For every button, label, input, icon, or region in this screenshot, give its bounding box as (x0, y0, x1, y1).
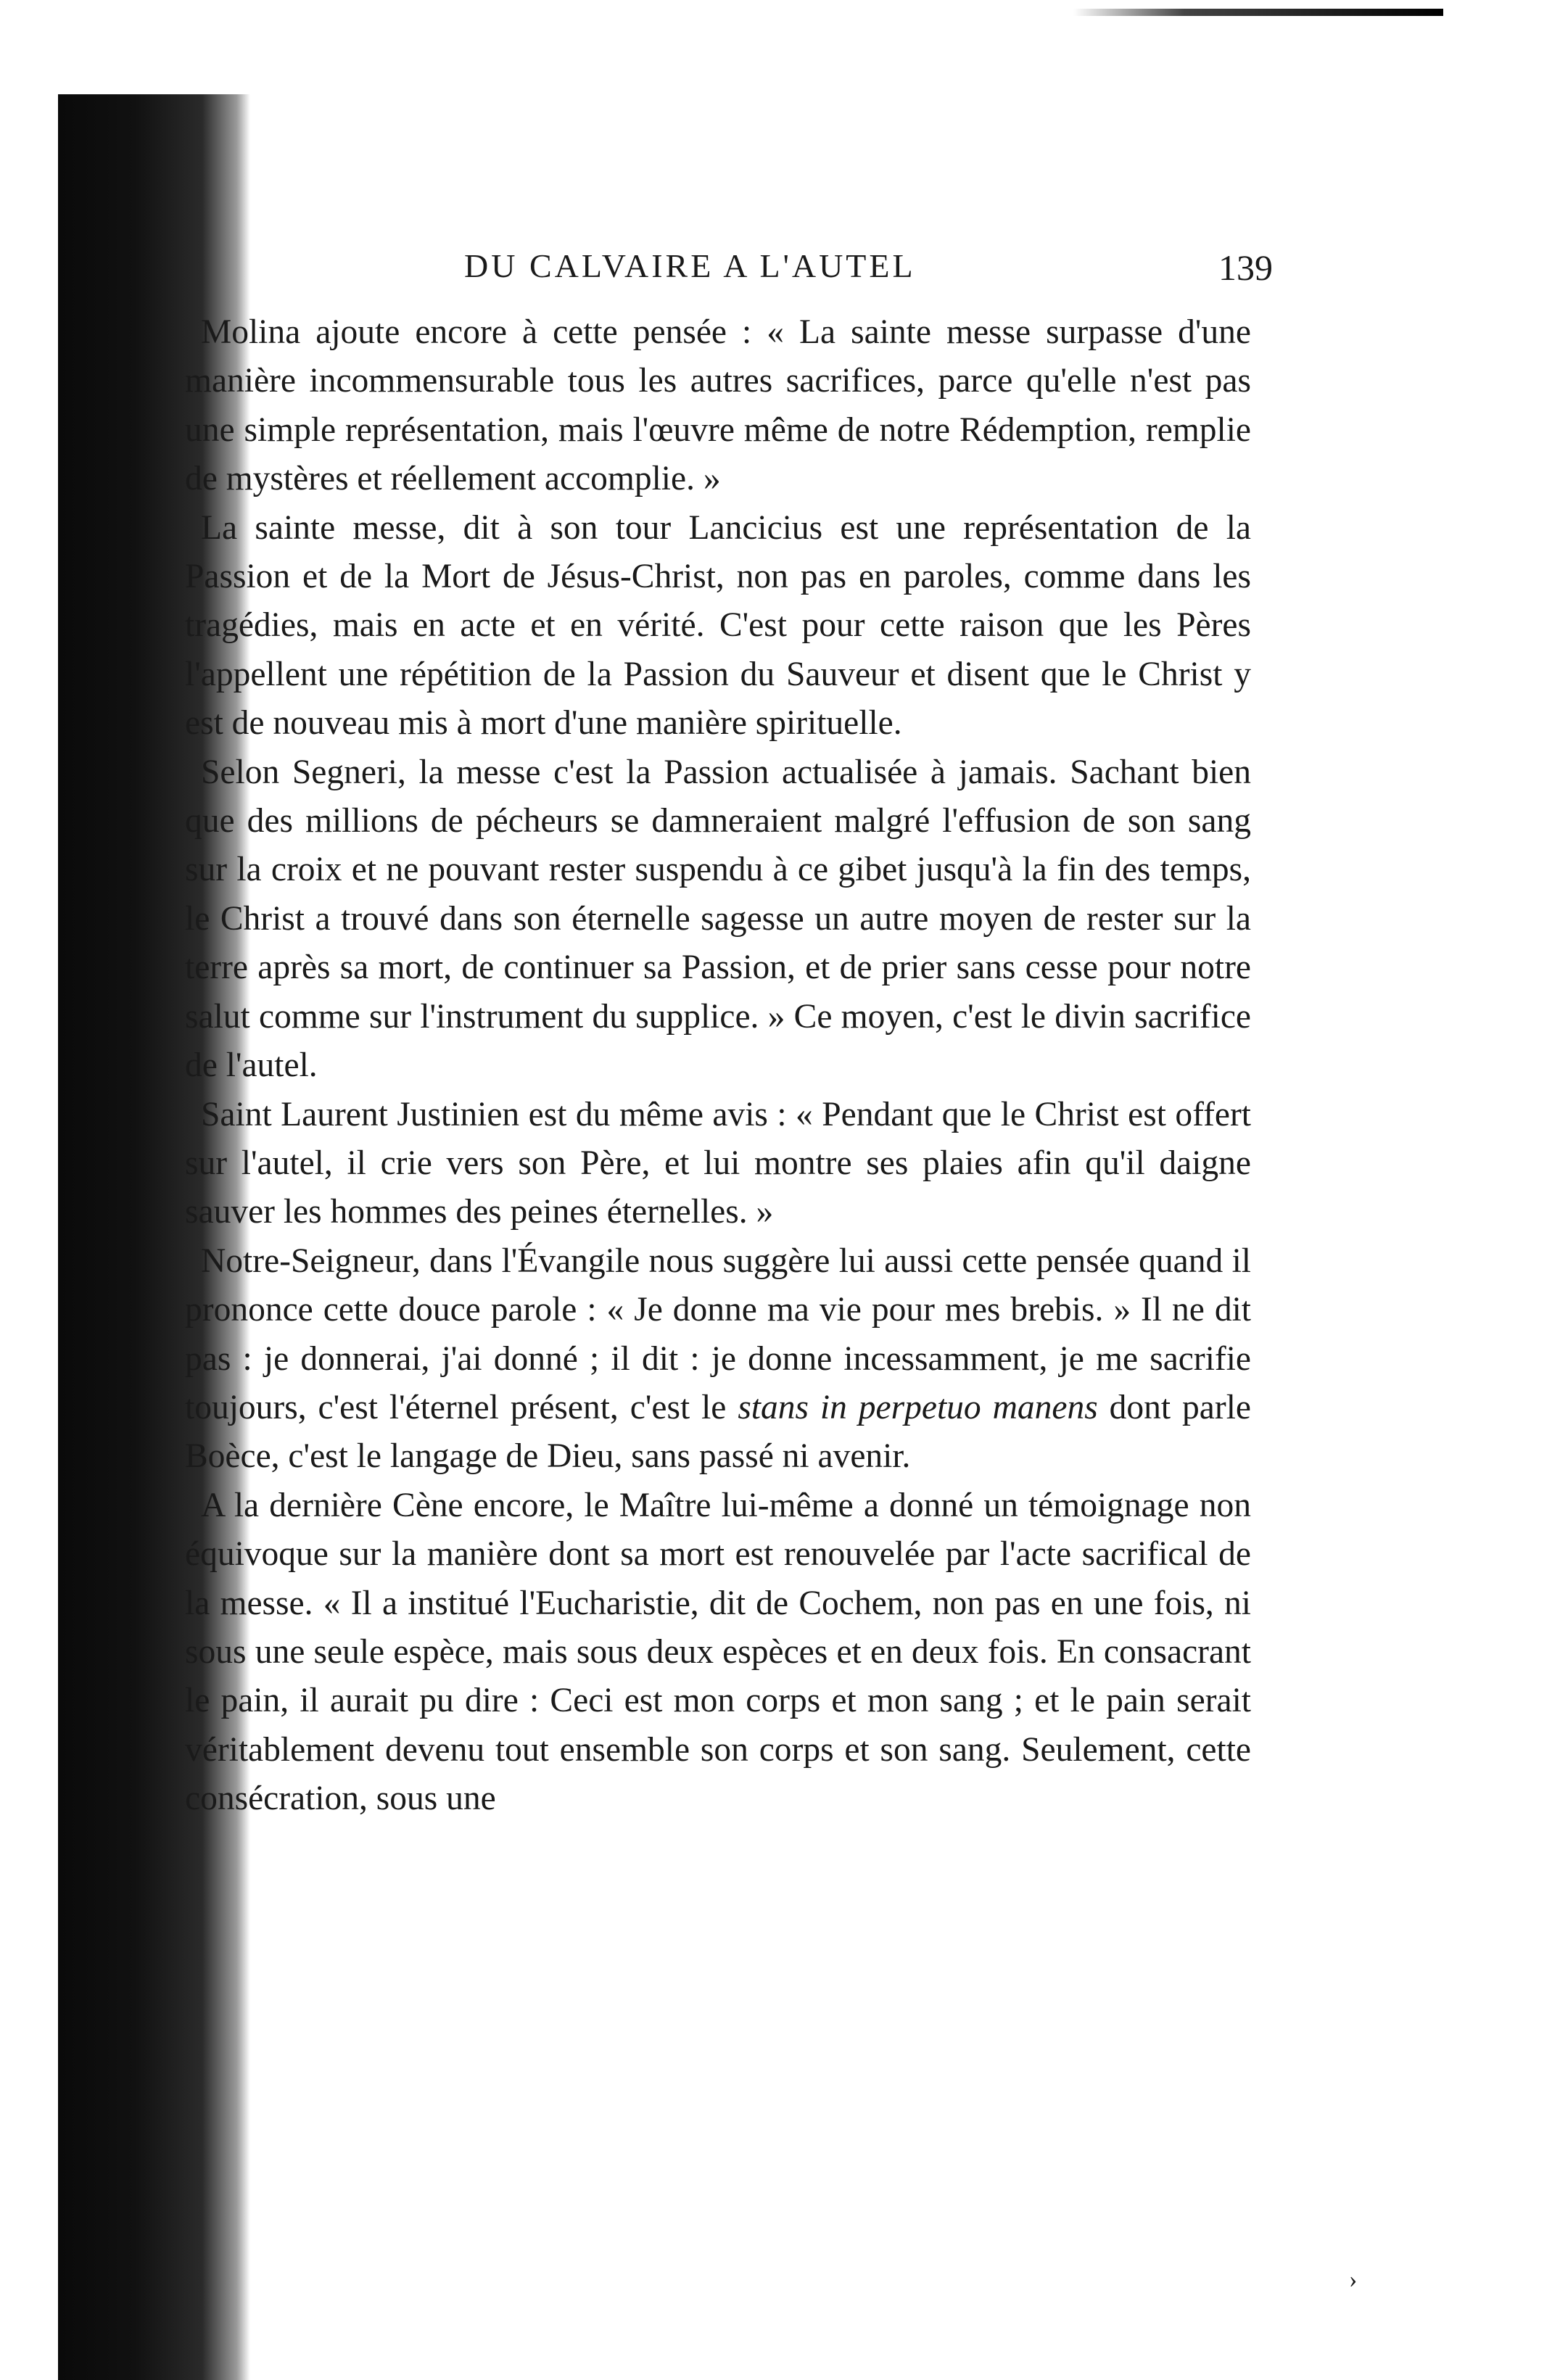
page-number: 139 (1218, 247, 1273, 288)
text-body (185, 308, 1251, 1824)
paragraph-5 (185, 1237, 1251, 1482)
paragraph-3: Selon Segneri, la messe c'est la Passion actualisée à jamais. Sachant bien que des millions de pécheurs se damneraient malgré l'effusion de son sang sur la croix et ne pouvant rester suspendu à ce gibet jusqu'à la fin des temps, le Christ a trouvé dans son éternelle sagesse un autre moyen de rester sur la terre après sa mort, de continuer sa Passion, et de prier sans cesse pour notre salut comme sur l'instrument du supplice. » Ce moyen, c'est le divin sacrifice de l'autel. (185, 753, 1251, 1085)
paragraph-5-text-b: dont parle Boèce, c'est le langage de Dieu, sans passé ni avenir. (185, 1388, 1251, 1476)
paragraph-5-text-a: Notre-Seigneur, dans l'Évangile nous suggère lui aussi cette pensée quand il prononce cette douce parole : « Je donne ma vie pour mes brebis. » Il ne dit pas : je donnerai, j'ai donné ; il dit : je donne incessamment, je me sacrifie toujours, c'est l'éternel présent, c'est le (185, 1241, 1251, 1426)
paragraph-2: La sainte messe, dit à son tour Lancicius est une représentation de la Passion et de la Mort de Jésus-Christ, non pas en paroles, comme dans les tragédies, mais en acte et en vérité. C'est pour cette raison que les Pères l'appellent une répétition de la Passion du Sauveur et disent que le Christ y est de nouveau mis à mort d'une manière spirituelle. (185, 508, 1251, 743)
paragraph-4: Saint Laurent Justinien est du même avis : « Pendant que le Christ est offert sur l'autel, il crie vers son Père, et lui montre ses plaies afin qu'il daigne sauver les hommes des peines éternelles. » (185, 1095, 1251, 1231)
paragraph-1: Molina ajoute encore à cette pensée : « La sainte messe surpasse d'une manière incommensurable tous les autres sacrifices, parce qu'elle n'est pas une simple représentation, mais l'œuvre même de notre Rédemption, remplie de mystères et réellement accomplie. » (185, 313, 1251, 498)
paragraph-6: A la dernière Cène encore, le Maître lui-même a donné un témoignage non équivoque sur la manière dont sa mort est renouvelée par l'acte sacrifical de la messe. « Il a institué l'Eucharistie, dit de Cochem, non pas en une fois, ni sous une seule espèce, mais sous deux espèces et en deux fois. En consacrant le pain, il aurait pu dire : Ceci est mon corps et mon sang ; et le pain serait véritablement devenu tout ensemble son corps et son sang. Seulement, cette consécration, sous une (185, 1486, 1251, 1818)
page-header (464, 247, 1273, 297)
latin-quotation: stans in perpetuo manens (738, 1388, 1098, 1426)
margin-mark: › (1349, 2266, 1358, 2293)
running-title: DU CALVAIRE A L'AUTEL (464, 247, 916, 284)
top-edge-rule (1073, 9, 1443, 16)
